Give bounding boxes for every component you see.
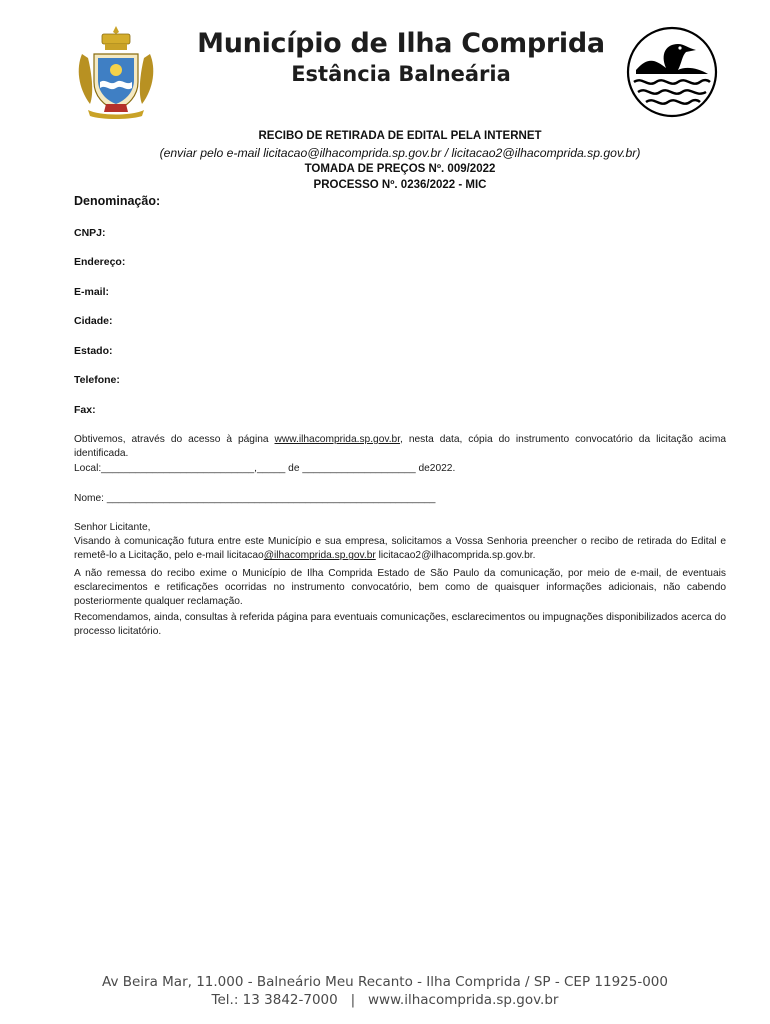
notice-p1-text: Visando à comunicação futura entre este Município e sua empresa, solicitamos a Vossa Senhoria preencher o recibo de retirada do Edital e remetê-lo a Licitação, pelo e-mail licitacao [74,536,726,562]
process-number: PROCESSO Nº. 0236/2022 - MIC [313,179,487,191]
tender-number: TOMADA DE PREÇOS Nº. 009/2022 [304,163,496,175]
footer-contact: Tel.: 13 3842-7000 | www.ilhacomprida.sp.gov.br [211,992,559,1008]
coat-of-arms-icon [72,24,160,120]
notice-paragraph-3: Recomendamos, ainda, consultas à referida página para eventuais comunicações, esclarecimentos ou impugnações disponibilizados acerca do processo licitatório. [74,612,726,638]
email-link[interactable]: @ilhacomprida.sp.gov.br [263,550,376,562]
website-link[interactable]: www.ilhacomprida.sp.gov.br [274,434,401,445]
declaration-text-after: , nesta data, cópia do instrumento convocatório da licitação acima identificada. [74,434,726,460]
field-email: E-mail: [74,286,110,298]
bird-emblem-icon [626,26,718,118]
field-telefone: Telefone: [74,374,120,386]
header-subtitle: Estância Balneária [291,62,511,86]
field-denominacao: Denominação: [74,194,161,208]
field-estado: Estado: [74,345,113,357]
field-endereco: Endereço: [74,256,126,268]
field-cidade: Cidade: [74,315,113,327]
declaration-text-before: Obtivemos, através do acesso à página [74,434,275,445]
notice-greeting: Senhor Licitante, [74,522,151,533]
send-instructions: (enviar pelo e-mail licitacao@ilhacomprida.sp.gov.br / licitacao2@ilhacomprida.sp.gov.br) [159,146,641,160]
field-cnpj: CNPJ: [74,227,106,239]
header-title: Município de Ilha Comprida [197,28,605,59]
receipt-title: RECIBO DE RETIRADA DE EDITAL PELA INTERNET [258,130,542,142]
footer-address: Av Beira Mar, 11.000 - Balneário Meu Recanto - Ilha Comprida / SP - CEP 11925-000 [102,974,668,990]
name-signature-line: Nome: __________________________________________________________ [74,493,436,504]
notice-paragraph-1 [74,535,726,563]
local-date-line: Local:___________________________,_____ de ____________________ de2022. [74,463,456,474]
field-fax: Fax: [74,404,96,416]
notice-p1-text-after: licitacao2@ilhacomprida.sp.gov.br. [375,550,536,562]
notice-paragraph-2: A não remessa do recibo exime o Município de Ilha Comprida Estado de São Paulo da comunicação, por meio de e-mail, de eventuais esclarecimentos e retificações ocorridas no instrumento convocatório, bem como de quaisquer informações adicionais, não cabendo posteriormente qualquer reclamação. [74,568,726,608]
declaration-paragraph [74,433,726,461]
